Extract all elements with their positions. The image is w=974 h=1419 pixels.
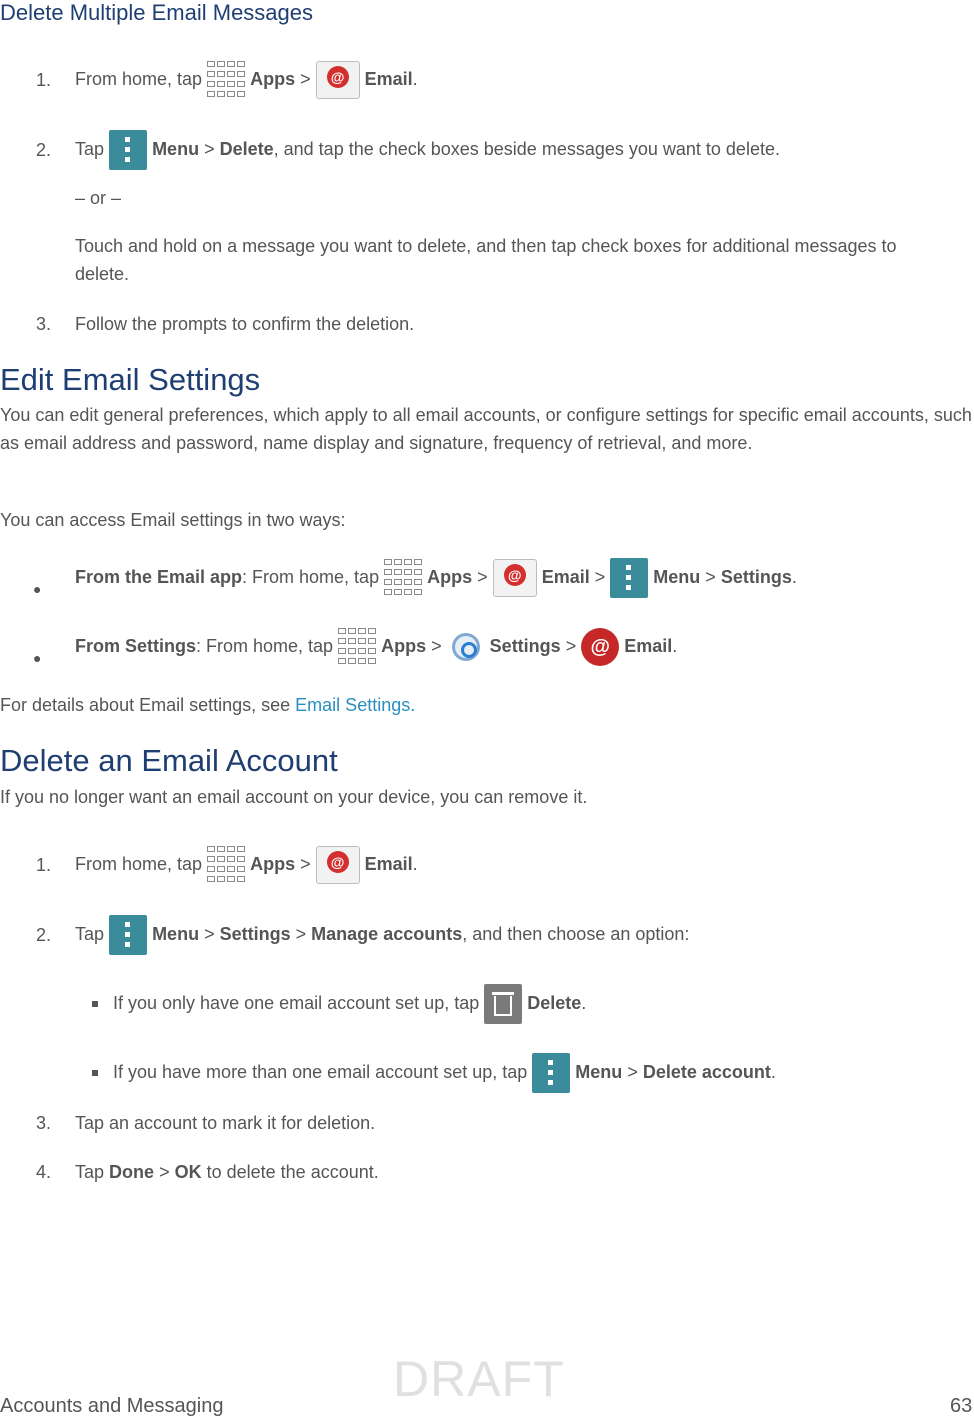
apps-grid-cell: [237, 866, 245, 872]
alternative-text: Touch and hold on a message you want to delete, and then tap check boxes for additional messages to delete.: [75, 236, 897, 284]
apps-grid-cell: [414, 579, 422, 585]
apps-grid-cell: [394, 569, 402, 575]
apps-grid-cell: [217, 846, 225, 852]
step-number: 3.: [36, 314, 52, 334]
step-text: Follow the prompts to confirm the deletion.: [75, 314, 415, 334]
details-text: [0, 695, 415, 716]
apps-grid-cell: [207, 81, 215, 87]
apps-label: Apps: [427, 566, 473, 587]
apps-grid-cell: [414, 559, 422, 565]
apps-grid-cell: [207, 856, 215, 862]
apps-grid-cell: [207, 91, 215, 97]
section-title-delete-multiple: Delete Multiple Email Messages: [0, 0, 314, 25]
apps-grid-cell: [227, 876, 235, 882]
apps-grid-cell: [404, 559, 412, 565]
step-prefix: Tap: [75, 1162, 105, 1182]
footer-section-name: Accounts and Messaging: [0, 1395, 224, 1417]
bullet-text: [75, 558, 797, 598]
apps-grid-cell: [227, 61, 235, 67]
step-number: 1.: [36, 70, 52, 90]
email-settings-link[interactable]: Email Settings.: [295, 695, 416, 715]
delete-account-label: Delete account: [642, 1061, 771, 1082]
apps-grid-cell: [227, 91, 235, 97]
apps-grid-cell: [404, 569, 412, 575]
bullet-prefix: : From home, tap: [196, 635, 334, 656]
bullet-prefix: : From home, tap: [242, 566, 380, 587]
period: .: [581, 992, 587, 1013]
step-number: 1.: [36, 855, 52, 875]
apps-grid-cell: [237, 71, 245, 77]
trash-icon: [484, 984, 522, 1024]
step-suffix: to delete the account.: [206, 1162, 379, 1182]
step-text: [75, 1162, 379, 1183]
settings-label: Settings: [219, 923, 291, 944]
apps-grid-cell: [358, 648, 366, 654]
email-label: Email: [624, 635, 673, 656]
step-prefix: Tap: [75, 923, 105, 944]
step-number: 2.: [36, 140, 52, 160]
section-title-delete-account: Delete an Email Account: [0, 743, 338, 778]
step-text: [75, 61, 418, 99]
page-number: 63: [950, 1395, 973, 1417]
apps-grid-cell: [384, 569, 392, 575]
apps-grid-cell: [217, 71, 225, 77]
bullet: ●: [33, 650, 42, 666]
apps-grid-cell: [358, 658, 366, 664]
apps-grid-cell: [207, 71, 215, 77]
apps-grid-cell: [227, 71, 235, 77]
apps-grid-cell: [394, 559, 402, 565]
email-icon: [316, 61, 360, 99]
menu-label: Menu: [152, 138, 200, 159]
separator: >: [565, 635, 577, 656]
apps-grid-cell: [207, 866, 215, 872]
menu-icon: [109, 915, 147, 955]
apps-grid-cell: [237, 846, 245, 852]
email-icon: [493, 559, 537, 597]
period: .: [791, 566, 797, 587]
apps-grid-cell: [384, 579, 392, 585]
apps-grid-icon: [207, 61, 245, 99]
step-suffix: , and then choose an option:: [462, 923, 690, 944]
apps-grid-icon: [384, 559, 422, 597]
step-number: 4.: [36, 1162, 52, 1182]
separator: >: [159, 1162, 170, 1182]
apps-grid-cell: [368, 638, 376, 644]
menu-label: Menu: [575, 1061, 623, 1082]
step-text: [75, 915, 689, 955]
apps-grid-cell: [207, 61, 215, 67]
step-text: [75, 130, 780, 170]
apps-grid-cell: [348, 628, 356, 634]
menu-icon: [532, 1053, 570, 1093]
apps-grid-cell: [237, 61, 245, 67]
apps-grid-cell: [217, 866, 225, 872]
period: .: [412, 853, 418, 874]
apps-grid-cell: [217, 91, 225, 97]
menu-label: Menu: [152, 923, 200, 944]
sub-prefix: If you only have one email account set up, tap: [113, 992, 480, 1013]
done-label: Done: [109, 1162, 155, 1182]
apps-grid-cell: [348, 658, 356, 664]
apps-grid-cell: [237, 91, 245, 97]
apps-grid-cell: [227, 866, 235, 872]
menu-icon: [109, 130, 147, 170]
apps-grid-cell: [368, 658, 376, 664]
sub-bullet-text: [113, 984, 586, 1024]
apps-grid-cell: [404, 589, 412, 595]
apps-grid-cell: [368, 648, 376, 654]
apps-grid-icon: [338, 628, 376, 666]
email-label: Email: [364, 853, 413, 874]
sub-bullet-text: [113, 1053, 776, 1093]
apps-label: Apps: [250, 68, 296, 89]
step-text: Tap an account to mark it for deletion.: [75, 1113, 376, 1133]
separator: >: [204, 138, 215, 159]
apps-grid-cell: [237, 876, 245, 882]
apps-grid-cell: [384, 589, 392, 595]
separator: >: [295, 923, 307, 944]
section-intro: You can edit general preferences, which apply to all email accounts, or configure settings for specific email accounts, such as email address and password, name display and signature, frequency of retrieval, and more.: [0, 405, 972, 453]
section-title-edit-settings: Edit Email Settings: [0, 362, 261, 397]
email-icon: [316, 846, 360, 884]
period: .: [412, 68, 418, 89]
apps-grid-cell: [414, 569, 422, 575]
apps-grid-cell: [227, 846, 235, 852]
email-app-icon: [581, 628, 619, 666]
step-suffix: , and tap the check boxes beside messages you want to delete.: [273, 138, 780, 159]
ok-label: OK: [174, 1162, 202, 1182]
apps-grid-cell: [338, 628, 346, 634]
bullet-lead: From Settings: [75, 635, 197, 656]
apps-grid-cell: [338, 648, 346, 654]
step-number: 2.: [36, 925, 52, 945]
apps-grid-cell: [384, 559, 392, 565]
step-prefix: Tap: [75, 138, 105, 159]
email-label: Email: [364, 68, 413, 89]
apps-grid-cell: [338, 638, 346, 644]
sub-prefix: If you have more than one email account set up, tap: [113, 1061, 528, 1082]
delete-label: Delete: [527, 992, 582, 1013]
settings-label: Settings: [720, 566, 792, 587]
separator: >: [204, 923, 215, 944]
apps-grid-cell: [217, 876, 225, 882]
bullet-text: [75, 628, 677, 666]
apps-grid-cell: [217, 856, 225, 862]
apps-grid-cell: [207, 876, 215, 882]
settings-gear-icon: [447, 628, 485, 666]
apps-grid-cell: [348, 638, 356, 644]
menu-label: Menu: [653, 566, 701, 587]
or-divider: – or –: [75, 188, 122, 208]
apps-grid-cell: [368, 628, 376, 634]
bullet-lead: From the Email app: [75, 566, 243, 587]
apps-grid-cell: [227, 856, 235, 862]
delete-label: Delete: [219, 138, 274, 159]
period: .: [672, 635, 678, 656]
details-prefix: For details about Email settings, see: [0, 695, 291, 715]
apps-grid-cell: [227, 81, 235, 87]
separator: >: [300, 68, 311, 89]
apps-grid-cell: [414, 589, 422, 595]
separator: >: [477, 566, 488, 587]
apps-grid-cell: [338, 658, 346, 664]
apps-grid-cell: [217, 61, 225, 67]
access-text: You can access Email settings in two ways:: [0, 510, 346, 530]
draft-watermark: DRAFT: [393, 1351, 565, 1407]
separator: >: [705, 566, 716, 587]
step-prefix: From home, tap: [75, 68, 203, 89]
apps-grid-cell: [358, 628, 366, 634]
period: .: [770, 1061, 776, 1082]
apps-grid-cell: [394, 589, 402, 595]
apps-grid-icon: [207, 846, 245, 884]
sub-bullet: [92, 1001, 98, 1007]
apps-grid-cell: [207, 846, 215, 852]
section-intro: If you no longer want an email account on your device, you can remove it.: [0, 787, 588, 807]
apps-grid-cell: [394, 579, 402, 585]
step-number: 3.: [36, 1113, 52, 1133]
apps-grid-cell: [348, 648, 356, 654]
apps-label: Apps: [250, 853, 296, 874]
settings-label: Settings: [489, 635, 561, 656]
separator: >: [431, 635, 442, 656]
sub-bullet: [92, 1070, 98, 1076]
apps-grid-cell: [358, 638, 366, 644]
apps-grid-cell: [404, 579, 412, 585]
step-text: [75, 846, 418, 884]
menu-icon: [610, 558, 648, 598]
step-prefix: From home, tap: [75, 853, 203, 874]
apps-grid-cell: [217, 81, 225, 87]
separator: >: [300, 853, 311, 874]
apps-grid-cell: [237, 81, 245, 87]
apps-label: Apps: [381, 635, 427, 656]
apps-grid-cell: [237, 856, 245, 862]
manage-accounts-label: Manage accounts: [311, 923, 463, 944]
separator: >: [594, 566, 606, 587]
bullet: ●: [33, 581, 42, 597]
email-label: Email: [541, 566, 590, 587]
separator: >: [627, 1061, 638, 1082]
